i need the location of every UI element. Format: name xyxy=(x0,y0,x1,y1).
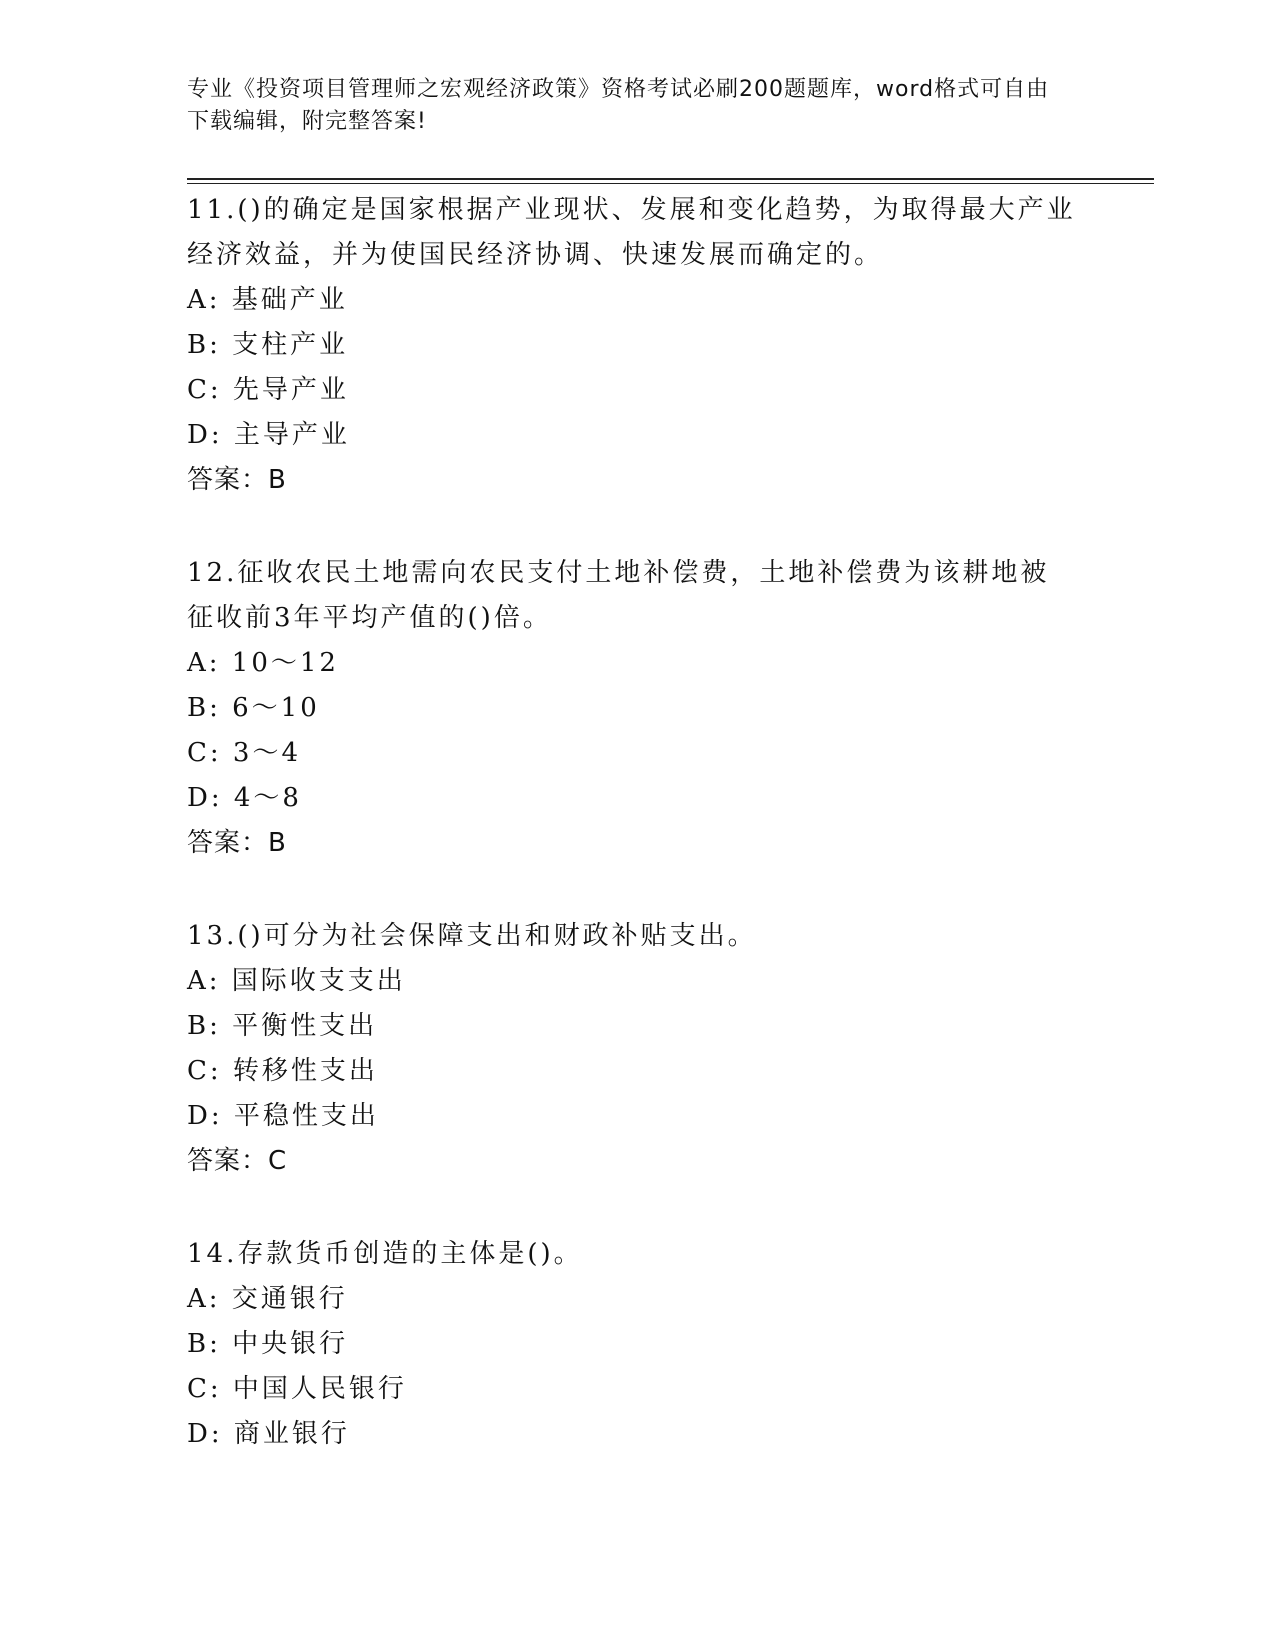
question-stem: 11.()的确定是国家根据产业现状、发展和变化趋势，为取得最大产业经济效益，并为使国民经济协调、快速发展而确定的。 xyxy=(187,195,1076,270)
question-list xyxy=(187,188,1087,1505)
option-b: B: 中央银行 xyxy=(187,1329,349,1359)
option-d: D: 平稳性支出 xyxy=(187,1101,379,1131)
option-d: D: 主导产业 xyxy=(187,420,350,450)
option-a: A: 基础产业 xyxy=(187,285,348,315)
option-b: B: 平衡性支出 xyxy=(187,1011,378,1041)
option-c: C: 中国人民银行 xyxy=(187,1374,407,1404)
option-c: C: 3～4 xyxy=(187,738,302,768)
option-a: A: 10～12 xyxy=(187,648,339,678)
divider-line-thick xyxy=(187,178,1154,180)
option-c: C: 先导产业 xyxy=(187,375,349,405)
option-d: D: 4～8 xyxy=(187,783,302,813)
option-c: C: 转移性支出 xyxy=(187,1056,378,1086)
answer-label: 答案：B xyxy=(187,465,287,495)
question-12 xyxy=(187,551,1087,866)
option-a: A: 交通银行 xyxy=(187,1284,348,1314)
header-divider xyxy=(187,178,1154,184)
question-13 xyxy=(187,914,1087,1184)
option-b: B: 6～10 xyxy=(187,693,320,723)
divider-line-thin xyxy=(187,183,1154,184)
answer-label: 答案：B xyxy=(187,828,287,858)
question-14 xyxy=(187,1232,1087,1457)
question-stem: 13.()可分为社会保障支出和财政补贴支出。 xyxy=(187,921,757,951)
document-header: 专业《投资项目管理师之宏观经济政策》资格考试必刷200题题库，word格式可自由下载编辑，附完整答案! xyxy=(187,77,1050,134)
question-11 xyxy=(187,188,1087,503)
option-a: A: 国际收支支出 xyxy=(187,966,406,996)
question-stem: 14.存款货币创造的主体是()。 xyxy=(187,1239,583,1269)
option-b: B: 支柱产业 xyxy=(187,330,349,360)
answer-label: 答案：C xyxy=(187,1146,288,1176)
option-d: D: 商业银行 xyxy=(187,1419,350,1449)
question-stem: 12.征收农民土地需向农民支付土地补偿费，土地补偿费为该耕地被征收前3年平均产值的()倍。 xyxy=(187,558,1050,633)
